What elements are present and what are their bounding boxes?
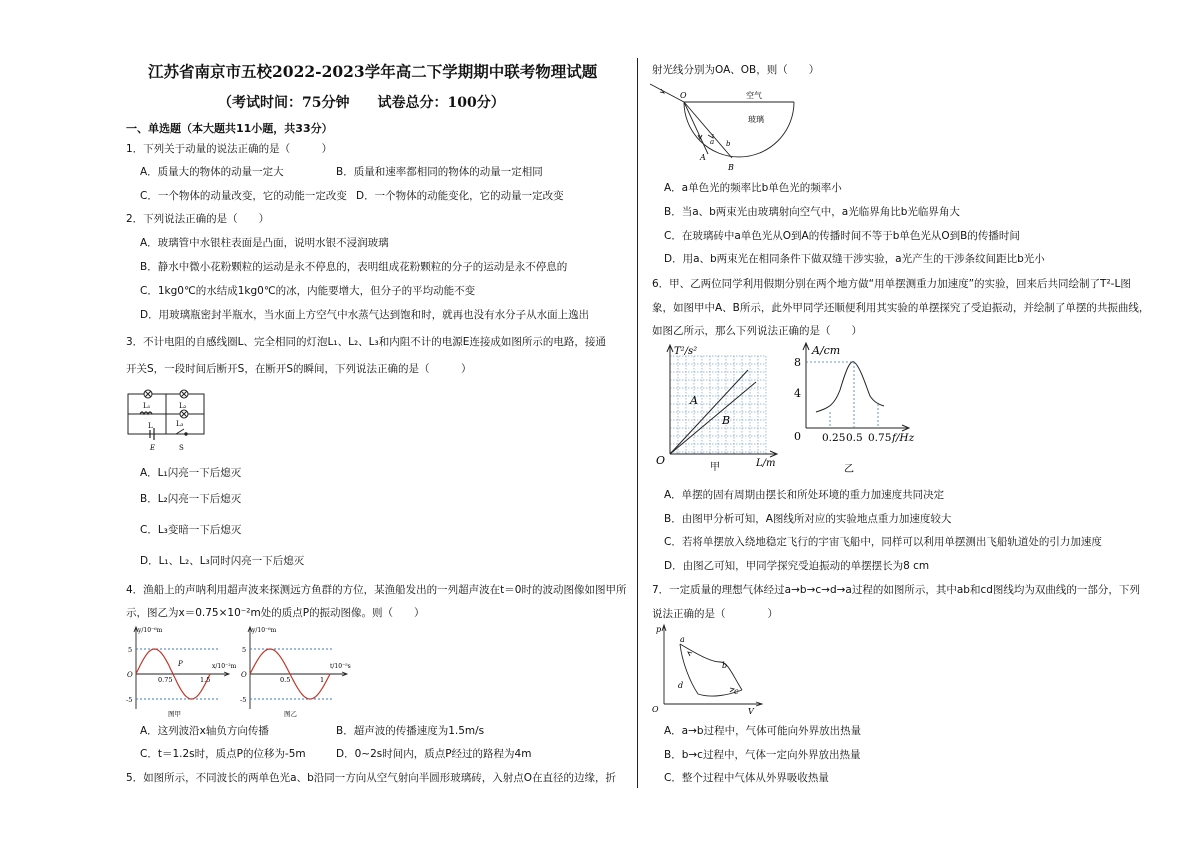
- q3-stem-line1: 3．不计电阻的自感线圈L、完全相同的灯泡L₁、L₂、L₃和内阻不计的电源E连接成如图所示的电路，接通: [126, 336, 606, 348]
- wave-yi-ylabel: y/10⁻⁶m: [252, 627, 277, 634]
- wave-jia-ylabel: y/10⁻⁶m: [138, 627, 163, 634]
- point-o-label: O: [680, 91, 687, 100]
- q3-stem-line2: 开关S，一段时间后断开S，在断开S的瞬间，下列说法正确的是（ ）: [126, 363, 472, 375]
- q4-option-d: D．0~2s时间内，质点P经过的路程为4m: [336, 748, 532, 760]
- freq-tick-025: 0.25: [822, 432, 846, 444]
- q6-option-a: A．单摆的固有周期由摆长和所处环境的重力加速度共同决定: [664, 489, 945, 501]
- state-b-label: b: [722, 661, 728, 670]
- q3-option-a: A．L₁闪亮一下后熄灭: [140, 467, 242, 479]
- circuit-diagram: [124, 384, 214, 454]
- q1-option-a: A．质量大的物体的动量一定大: [140, 166, 284, 178]
- q2-option-a: A．玻璃管中水银柱表面是凸面，说明水银不浸润玻璃: [140, 237, 389, 249]
- line-a-label: A: [690, 394, 698, 407]
- q7-option-a: A．a→b过程中，气体可能向外界放出热量: [664, 725, 862, 737]
- coil-l-label: L: [148, 422, 153, 430]
- amp-tick-8: 8: [794, 356, 801, 369]
- v-axis-label: V: [748, 707, 754, 716]
- page-title: 江苏省南京市五校2022-2023学年高二下学期期中联考物理试题: [148, 62, 598, 81]
- point-a-label: A: [700, 153, 706, 162]
- q7-stem-line2: 说法正确的是（ ）: [652, 608, 778, 620]
- point-p-label: P: [178, 660, 183, 668]
- wave-yi-origin: O: [241, 671, 247, 679]
- q4-option-a: A．这列波沿x轴负方向传播: [140, 725, 269, 737]
- pv-origin: O: [652, 705, 659, 714]
- column-divider: [637, 58, 638, 788]
- q5-option-c: C．在玻璃砖中a单色光从O到A的传播时间不等于b单色光从O到B的传播时间: [664, 230, 1020, 242]
- wave-jia-caption: 图甲: [168, 710, 181, 718]
- q1-option-c: C．一个物体的动量改变，它的动能一定改变: [140, 190, 347, 202]
- state-a-label: a: [680, 635, 685, 644]
- state-d-label: d: [678, 681, 684, 690]
- exam-info: （考试时间：75分钟 试卷总分：100分）: [218, 95, 505, 111]
- q1-stem: 1．下列关于动量的说法正确的是（ ）: [126, 143, 333, 155]
- air-label: 空气: [746, 91, 762, 100]
- q5-option-a: A．a单色光的频率比b单色光的频率小: [664, 182, 842, 194]
- switch-s-label: S: [179, 444, 184, 452]
- lamp-l2-label: L₂: [179, 402, 187, 410]
- wave-jia-pos: 5: [128, 646, 133, 654]
- amp-ylabel: A/cm: [812, 344, 841, 357]
- q4-option-b: B．超声波的传播速度为1.5m/s: [336, 725, 485, 737]
- wave-yi-tick2: 1: [320, 676, 325, 684]
- q2-option-b: B．静水中微小花粉颗粒的运动是永不停息的，表明组成花粉颗粒的分子的运动是永不停息的: [140, 261, 568, 273]
- t2-ylabel: T²/s²: [674, 346, 698, 357]
- wave-yi-pos: 5: [242, 646, 247, 654]
- section-heading: 一、单选题（本大题共11小题，共33分）: [126, 122, 333, 135]
- source-e-label: E: [150, 444, 156, 452]
- q5-option-b: B．当a、b两束光由玻璃射向空气中，a光临界角比b光临界角大: [664, 206, 960, 218]
- q6-option-d: D．由图乙可知，甲同学探究受迫振动的单摆摆长为8 cm: [664, 560, 930, 572]
- wave-yi-caption: 图乙: [284, 710, 297, 718]
- l-xlabel: L/m: [756, 458, 776, 469]
- freq-xlabel: f/Hz: [892, 432, 915, 444]
- t2-l-graph: [654, 342, 784, 472]
- amp-origin: 0: [794, 430, 801, 443]
- q5-stem-line1: 5．如图所示，不同波长的两单色光a、b沿同一方向从空气射向半圆形玻璃砖，入射点O在直径的边缘，折: [126, 772, 617, 784]
- wave-jia-xlabel: x/10⁻²m: [212, 663, 237, 670]
- wave-jia-tick1: 0.75: [158, 676, 173, 684]
- q6-stem-line1: 6．甲、乙两位同学利用假期分别在两个地方做“用单摆测重力加速度”的实验，回来后共同绘制了T²-L图: [652, 278, 1131, 290]
- wave-jia-tick2: 1.5: [200, 676, 211, 684]
- wave-yi-xlabel: t/10⁻⁵s: [330, 663, 351, 670]
- pv-diagram: [650, 622, 770, 717]
- ray-a-label: a: [710, 138, 715, 146]
- t2-origin: O: [656, 454, 666, 467]
- left-column: [118, 0, 633, 849]
- wave-graph-jia: [124, 624, 237, 719]
- q2-option-c: C．1kg0℃的水结成1kg0℃的冰，内能要增大，但分子的平均动能不变: [140, 285, 476, 297]
- q1-option-b: B．质量和速率都相同的物体的动量一定相同: [336, 166, 543, 178]
- q7-stem-line1: 7．一定质量的理想气体经过a→b→c→d→a过程的如图所示，其中ab和cd图线均为双曲线的一部分，下列: [652, 584, 1140, 596]
- right-column: [648, 0, 1150, 849]
- q3-option-b: B．L₂闪亮一下后熄灭: [140, 493, 242, 505]
- q5-option-d: D．用a、b两束光在相同条件下做双缝干涉实验，a光产生的干涉条纹间距比b光小: [664, 253, 1045, 265]
- point-b-label: B: [728, 163, 734, 172]
- wave-jia-neg: -5: [126, 696, 133, 704]
- resonance-caption: 乙: [844, 464, 854, 475]
- q5-stem-line2: 射光线分别为OA、OB，则（ ）: [652, 64, 820, 76]
- q4-stem-line1: 4．渔船上的声呐利用超声波来探测远方鱼群的方位，某渔船发出的一列超声波在t＝0时的波动图像如图甲所: [126, 584, 627, 596]
- line-b-label: B: [722, 414, 731, 427]
- t2-caption: 甲: [710, 462, 720, 473]
- resonance-curve-graph: [788, 340, 928, 475]
- q6-option-b: B．由图甲分析可知，A图线所对应的实验地点重力加速度较大: [664, 513, 952, 525]
- q1-option-d: D．一个物体的动能变化，它的动量一定改变: [356, 190, 564, 202]
- wave-jia-origin: O: [127, 671, 133, 679]
- q4-option-c: C．t＝1.2s时，质点P的位移为-5m: [140, 748, 306, 760]
- q6-stem-line2: 象，如图甲中A、B所示，此外甲同学还顺便利用其实验的单摆探究了受迫振动，并绘制了单摆的共振曲线，: [652, 302, 1150, 314]
- q3-option-d: D．L₁、L₂、L₃同时闪亮一下后熄灭: [140, 555, 305, 567]
- state-c-label: c: [734, 687, 739, 696]
- refraction-diagram: [648, 80, 808, 175]
- q7-option-c: C．整个过程中气体从外界吸收热量: [664, 772, 829, 784]
- q6-option-c: C．若将单摆放入绕地稳定飞行的宇宙飞船中，同样可以利用单摆测出飞船轨道处的引力加速度: [664, 536, 1102, 548]
- q6-stem-line3: 如图乙所示，那么下列说法正确的是（ ）: [652, 325, 862, 337]
- q2-stem: 2．下列说法正确的是（ ）: [126, 213, 270, 225]
- amp-tick-4: 4: [794, 387, 801, 400]
- freq-tick-075: 0.75: [868, 432, 892, 444]
- p-axis-label: p: [656, 625, 662, 634]
- wave-yi-neg: -5: [240, 696, 247, 704]
- q7-option-b: B．b→c过程中，气体一定向外界放出热量: [664, 749, 861, 761]
- glass-label: 玻璃: [748, 115, 764, 124]
- lamp-l3-label: L₃: [176, 420, 184, 428]
- q4-stem-line2: 示，图乙为x＝0.75×10⁻²m处的质点P的振动图像。则（ ）: [126, 607, 425, 619]
- q2-option-d: D．用玻璃瓶密封半瓶水，当水面上方空气中水蒸气达到饱和时，就再也没有水分子从水面上逸出: [140, 309, 590, 321]
- q3-option-c: C．L₃变暗一下后熄灭: [140, 524, 242, 536]
- freq-tick-05: 0.5: [846, 432, 863, 444]
- vibration-graph-yi: [238, 624, 353, 719]
- ray-b-label: b: [726, 140, 731, 148]
- lamp-l1-label: L₁: [143, 402, 151, 410]
- wave-yi-tick1: 0.5: [280, 676, 291, 684]
